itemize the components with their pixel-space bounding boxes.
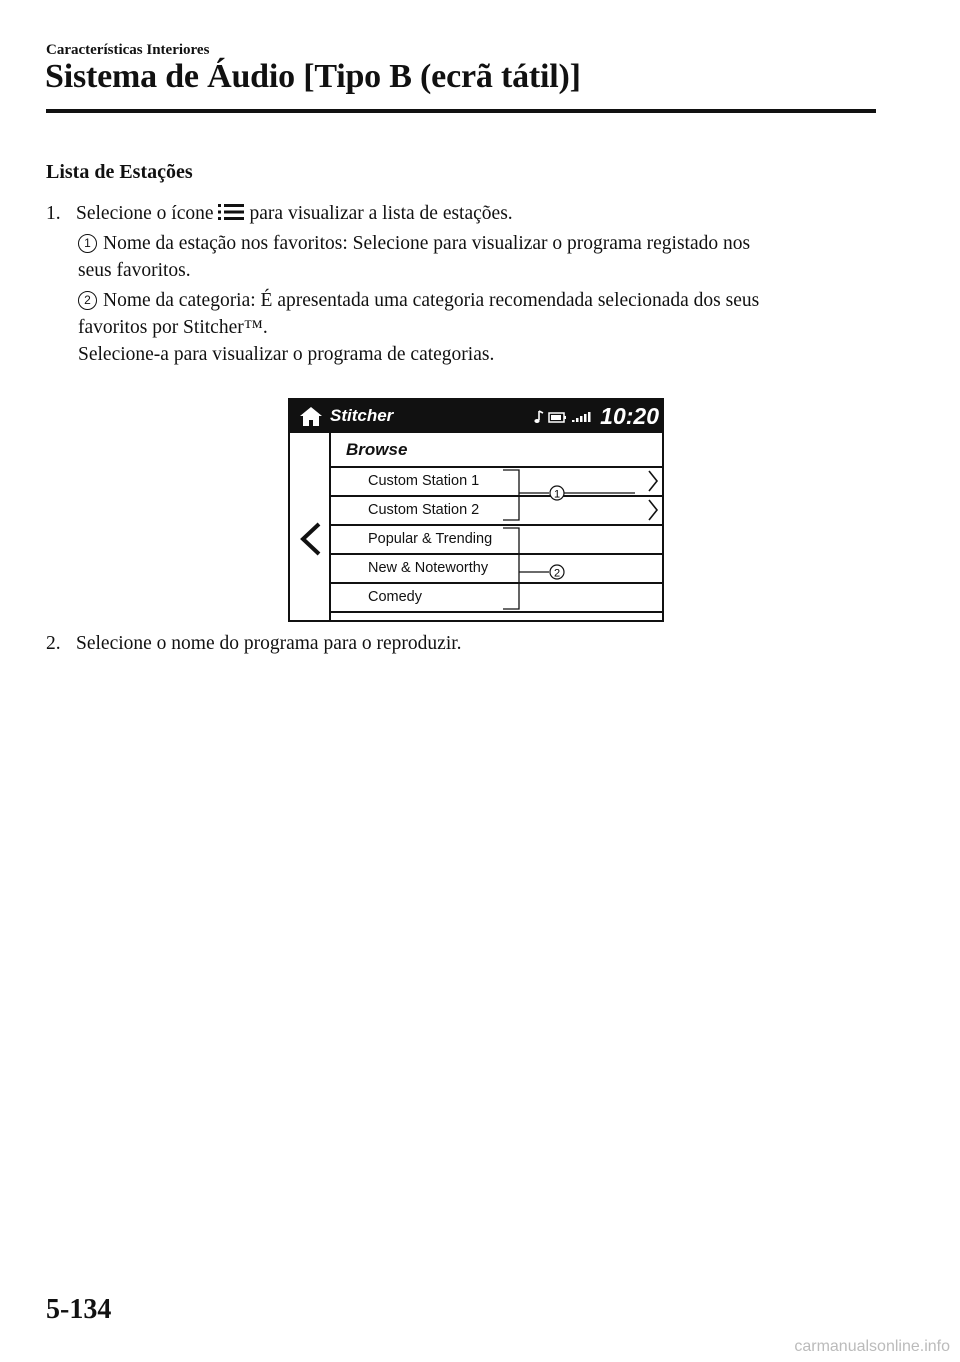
step-1-number: 1. (46, 203, 61, 224)
note-1-line-1 (78, 230, 750, 257)
callout-marker-2: 2 (78, 291, 97, 310)
note-2-line-1 (78, 287, 759, 314)
list-item[interactable]: Custom Station 1 (368, 473, 480, 489)
note-1-line-2: seus favoritos. (78, 260, 191, 281)
page-number: 5-134 (46, 1294, 112, 1325)
note-1-text-1: Nome da estação nos favoritos: Selecione para visualizar o programa registado nos (103, 233, 751, 254)
list-item[interactable]: Comedy (368, 589, 422, 605)
step-1 (46, 200, 513, 229)
step-2 (46, 630, 462, 657)
step-2-number: 2. (46, 633, 61, 654)
app-title: Stitcher (330, 406, 394, 425)
callout-2: 2 (553, 567, 561, 580)
list-item[interactable]: New & Noteworthy (368, 560, 489, 576)
clock: 10:20 (600, 403, 659, 429)
chevron-right-icon (649, 471, 657, 491)
step-1-text-before: Selecione o ícone (76, 203, 214, 224)
chapter-label: Características Interiores (46, 42, 210, 58)
note-2-line-2: favoritos por Stitcher™. (78, 317, 268, 338)
note-2-text-1: Nome da categoria: É apresentada uma categoria recomendada selecionada dos seus (103, 290, 760, 311)
list-item[interactable]: Popular & Trending (368, 531, 493, 547)
callout-marker-1: 1 (78, 234, 97, 253)
list-icon (218, 202, 244, 229)
callout-1: 1 (553, 488, 561, 501)
page-title: Sistema de Áudio [Tipo B (ecrã tátil)] (45, 58, 581, 95)
step-1-text-after: para visualizar a lista de estações. (249, 203, 513, 224)
footer-watermark: carmanualsonline.info (794, 1338, 950, 1355)
note-2-line-3: Selecione-a para visualizar o programa de categorias. (78, 344, 495, 365)
list-item[interactable]: Custom Station 2 (368, 502, 480, 518)
step-2-text: Selecione o nome do programa para o reproduzir. (76, 633, 462, 654)
title-rule (46, 109, 876, 113)
stitcher-screen-illustration (288, 398, 664, 622)
section-heading: Lista de Estações (46, 161, 193, 183)
browse-label: Browse (346, 440, 408, 459)
callout-lines (290, 400, 664, 622)
chevron-right-icon (649, 500, 657, 520)
